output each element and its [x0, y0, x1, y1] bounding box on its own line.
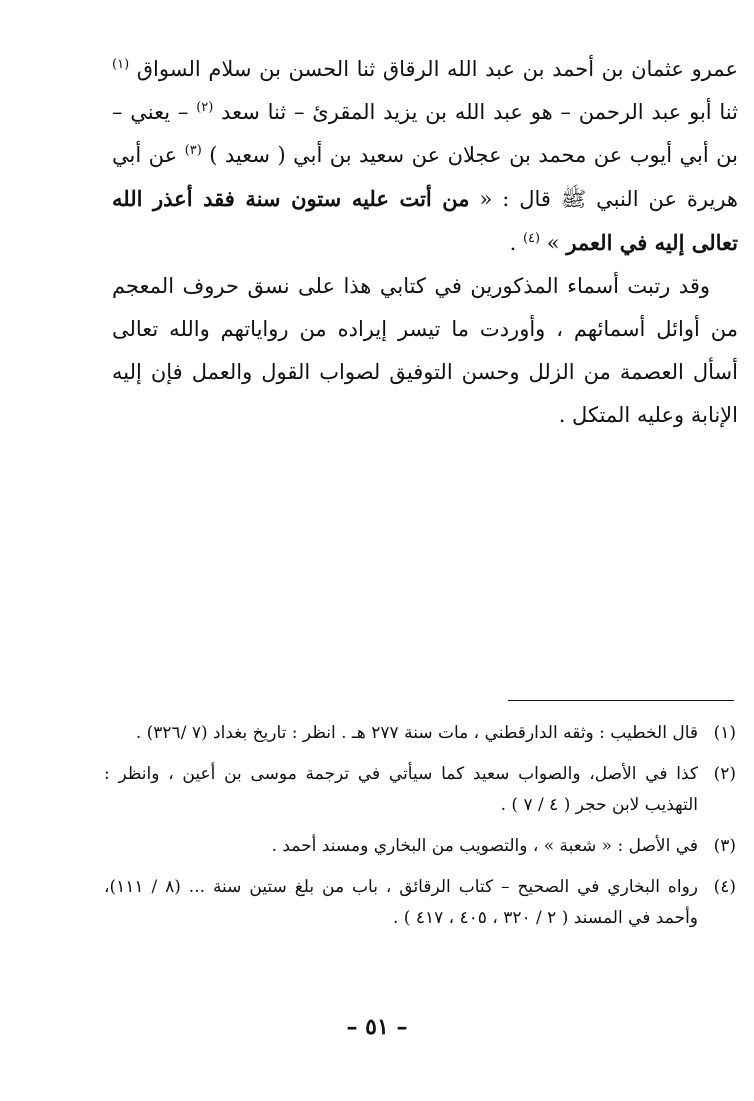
footnotes-section — [104, 718, 736, 944]
paragraph-arrangement: وقد رتبت أسماء المذكورين في كتابي هذا على نسق حروف المعجم من أوائل أسمائهم ، وأوردت ما تيسر إيراده من رواياتهم والله تعالى أسأل العصمة من الزلل وحسن التوفيق لصواب القول والعمل فإن إليه الإنابة وعليه المتكل . — [112, 274, 738, 427]
footnote-2 — [104, 759, 736, 821]
footnote-text: في الأصل : « شعبة » ، والتصويب من البخاري ومسند أحمد . — [271, 836, 698, 856]
footnote-number: (٤) — [713, 877, 736, 897]
main-text-body — [112, 48, 738, 437]
footnote-1 — [104, 718, 736, 749]
footnote-number: (١) — [713, 723, 736, 743]
footnote-divider — [508, 700, 734, 701]
footnote-3 — [104, 831, 736, 862]
footnote-ref-3[interactable]: (٣) — [184, 143, 202, 158]
footnote-text: رواه البخاري في الصحيح – كتاب الرقائق ، باب من بلغ ستين سنة ... (٨ / ١١١)، وأحمد في المسند ( ٢ / ٣٢٠ ، ٤٠٥ ، ٤١٧ ) . — [104, 877, 698, 928]
footnote-ref-1[interactable]: (١) — [112, 57, 130, 72]
footnote-ref-4[interactable]: (٤) — [522, 231, 541, 246]
footnote-number: (٢) — [713, 764, 736, 784]
hadith-text: من أتت عليه ستون سنة فقد أعذر الله تعالى إليه في العمر — [112, 186, 738, 255]
quote-close: » — [546, 231, 560, 255]
isnad-text-2: ثنا أبو عبد الرحمن – هو عبد الله بن يزيد المقرئ – ثنا سعد — [221, 100, 738, 124]
paragraph-isnad — [112, 48, 738, 265]
page-number: – ٥١ – — [346, 1014, 408, 1040]
footnote-number: (٣) — [713, 836, 736, 856]
isnad-text-3: – يعني – بن أبي أيوب عن محمد بن عجلان عن سعيد بن أبي ( سعيد ) — [112, 100, 738, 167]
isnad-text-1: عمرو عثمان بن أحمد بن عبد الله الرقاق ثنا الحسن بن سلام السواق — [136, 57, 738, 81]
footnote-ref-2[interactable]: (٢) — [196, 100, 214, 115]
isnad-text-4: عن أبي هريرة عن النبي ﷺ قال : « — [112, 143, 738, 211]
footnote-text: كذا في الأصل، والصواب سعيد كما سيأتي في ترجمة موسى بن أعين ، وانظر : التهذيب لابن حجر ( ٤ / ٧ ) . — [104, 764, 698, 815]
footnote-text: قال الخطيب : وثقه الدارقطني ، مات سنة ٢٧٧ هـ . انظر : تاريخ بغداد (٧ /٣٢٦) . — [135, 723, 698, 743]
footnote-4 — [104, 872, 736, 934]
sentence-end: . — [509, 231, 517, 255]
